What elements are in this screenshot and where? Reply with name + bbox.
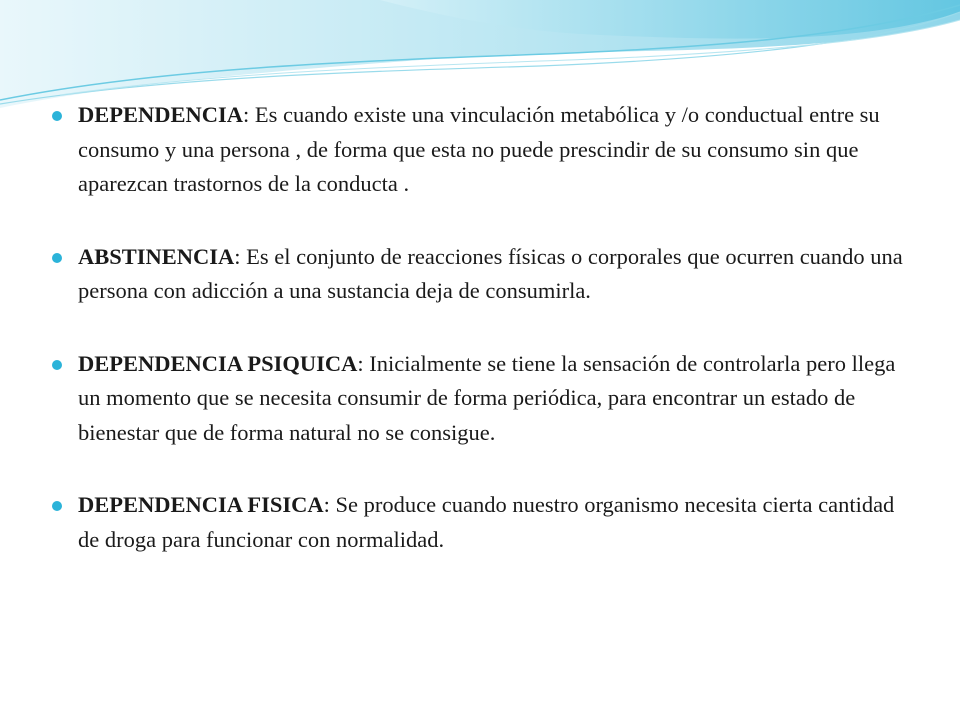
bullet-item-dependencia xyxy=(52,98,912,202)
definitions-list xyxy=(52,98,912,595)
bullet-dot-icon xyxy=(52,253,62,263)
bullet-item-dependencia-fisica xyxy=(52,488,912,557)
term-definition: : Es cuando existe una vinculación metabólica y /o conductual entre su consumo y una persona , de forma que esta no puede prescindir de su consumo sin que aparezcan trastornos de la conducta . xyxy=(78,102,880,196)
term-definition: : Es el conjunto de reacciones físicas o corporales que ocurren cuando una persona con adicción a una sustancia deja de consumirla. xyxy=(78,243,903,303)
term-label: DEPENDENCIA FISICA xyxy=(78,492,324,517)
bullet-item-dependencia-psiquica xyxy=(52,347,912,451)
bullet-item-abstinencia xyxy=(52,240,912,309)
bullet-dot-icon xyxy=(52,360,62,370)
bullet-dot-icon xyxy=(52,501,62,511)
term-label: DEPENDENCIA xyxy=(78,102,244,127)
term-label: ABSTINENCIA xyxy=(78,243,235,269)
term-definition: : Se produce cuando nuestro organismo necesita cierta cantidad de droga para funcionar con normalidad. xyxy=(78,492,895,552)
bullet-dot-icon xyxy=(52,111,62,121)
term-definition: : Inicialmente se tiene la sensación de controlarla pero llega un momento que se necesita consumir de forma periódica, para encontrar un estado de bienestar que de forma natural no se consigue. xyxy=(78,350,896,445)
term-label: DEPENDENCIA PSIQUICA xyxy=(78,350,358,376)
